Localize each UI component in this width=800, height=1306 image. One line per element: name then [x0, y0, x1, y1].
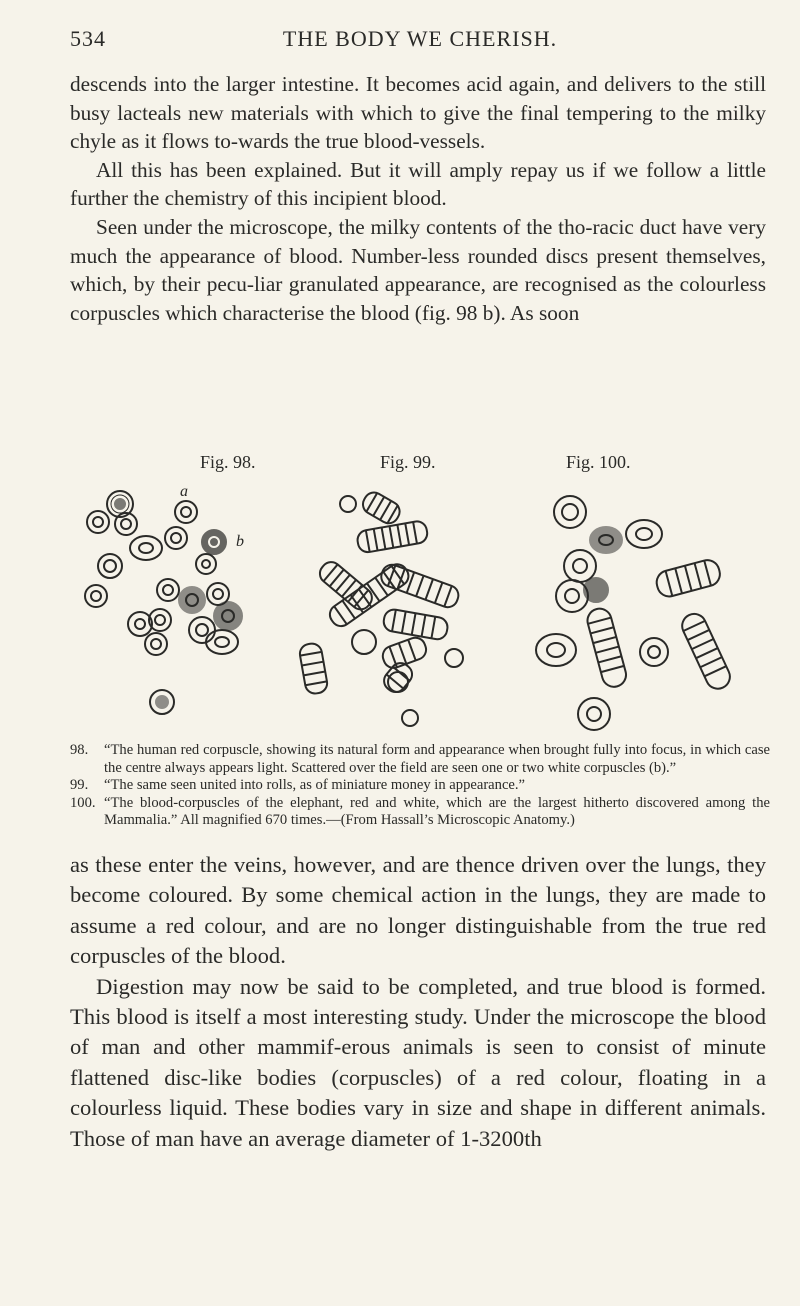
corpuscle [214, 602, 242, 630]
corpuscle [564, 550, 596, 582]
corpuscle [388, 672, 408, 692]
corpuscle [150, 690, 174, 714]
fig98-letter-a: a [180, 483, 188, 500]
page-number: 534 [70, 26, 106, 51]
corpuscle [352, 630, 376, 654]
paragraph: as these enter the veins, however, and are thence driven over the lungs, they become coloured. By some chemical action in the lungs, they are made to assume a red colour, and are no longer distinguishable from the true red corpuscles of the blood. [70, 852, 766, 969]
corpuscle [85, 585, 107, 607]
corpuscle [98, 554, 122, 578]
fig100-illustration [534, 482, 754, 732]
caption-number: 100. [70, 794, 96, 811]
corpuscle [340, 496, 356, 512]
corpuscle-roll [359, 489, 403, 527]
caption-99 [70, 777, 770, 795]
caption-text: “The blood-corpuscles of the elephant, red and white, which are the largest hitherto discovered among the Mammalia.” All magnified 670 times.—(From Hassall’s Microscopic Anatomy.) [104, 794, 770, 828]
corpuscle [145, 633, 167, 655]
fig99-label: Fig. 99. [380, 452, 436, 472]
fig98-illustration [76, 482, 316, 732]
fig98-label: Fig. 98. [200, 452, 256, 472]
corpuscle-roll [356, 520, 429, 554]
fig100-label: Fig. 100. [566, 452, 631, 472]
corpuscle [128, 612, 152, 636]
corpuscle [130, 536, 162, 560]
corpuscle [206, 630, 238, 654]
caption-text: “The same seen united into rolls, as of miniature money in appearance.” [104, 777, 526, 793]
paragraph: Digestion may now be said to be completed, and true blood is formed. This blood is itself a most interesting study. Under the microscope the blood of man and other mammif-erous animals is seen to consist of minute flattened disc-like bodies (corpuscles) of a red colour, floating in a colourless liquid. These bodies vary in size and shape in different animals. Those of man have an average diameter of 1-3200th [70, 973, 766, 1151]
corpuscle-roll [678, 610, 734, 693]
corpuscle [157, 579, 179, 601]
corpuscle [189, 617, 215, 643]
caption-text: “The human red corpuscle, showing its natural form and appearance when brought fully into focus, in which case the centre always appears light. Scattered over the field are seen one or two white corpuscles (b).” [104, 742, 770, 776]
body-text-top [70, 70, 766, 327]
running-head-title: THE BODY WE CHERISH. [282, 26, 558, 51]
paragraph: All this has been explained. But it will amply repay us if we follow a little further the chemistry of this incipient blood. [70, 157, 766, 211]
corpuscle [175, 501, 197, 523]
corpuscle [87, 511, 109, 533]
corpuscle [445, 649, 463, 667]
corpuscle [165, 527, 187, 549]
corpuscle [640, 638, 668, 666]
corpuscle [584, 578, 608, 602]
corpuscle [556, 580, 588, 612]
corpuscle [554, 496, 586, 528]
corpuscle [179, 587, 205, 613]
paragraph: descends into the larger intestine. It becomes acid again, and delivers to the still busy lacteals new materials with which to give the final tempering to the milky chyle as it flows to-wards the true blood-vessels. [70, 72, 766, 154]
corpuscle [196, 554, 216, 574]
caption-number: 99. [70, 777, 89, 793]
corpuscle-roll [382, 608, 449, 641]
corpuscle-roll [380, 635, 429, 671]
corpuscle-roll [298, 642, 328, 695]
corpuscle [402, 710, 418, 726]
fig98-letter-b: b [236, 533, 244, 550]
corpuscle [626, 520, 662, 548]
corpuscle-roll [654, 557, 723, 599]
paragraph: Seen under the microscope, the milky contents of the tho-racic duct have very much the appearance of blood. Number-less rounded discs present themselves, which, by their pecu-liar granulated appearance, are recognised as the colourless corpuscles which characterise the blood (fig. 98 b). As soon [70, 214, 766, 325]
corpuscle [590, 527, 622, 553]
caption-number: 98. [70, 742, 89, 758]
corpuscle-roll [378, 562, 461, 610]
running-header [70, 26, 770, 56]
corpuscle [202, 530, 226, 554]
corpuscle-roll [585, 606, 629, 689]
figure-labels [70, 452, 766, 480]
caption-100 [70, 795, 770, 830]
fig99-illustration [286, 482, 506, 732]
figure-captions [70, 742, 770, 830]
corpuscle [578, 698, 610, 730]
body-text-bottom [70, 850, 766, 1154]
caption-98 [70, 742, 770, 777]
corpuscle [536, 634, 576, 666]
